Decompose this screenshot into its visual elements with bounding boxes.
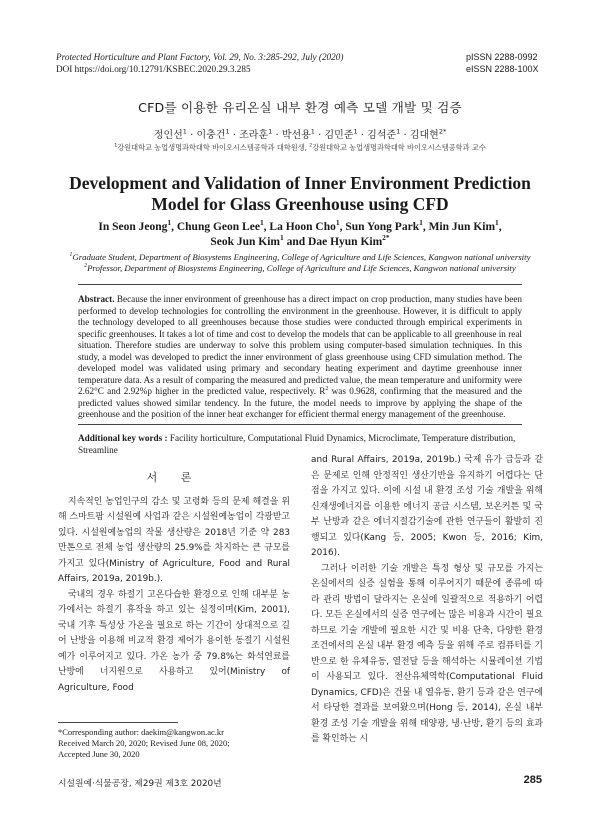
author-sup: 1	[259, 218, 264, 228]
english-authors: In Seon Jeong$^1$, Chung Geon Lee$^1$, La Hoon Cho$^1$, Sun Yong Park$^1$, Min Jun Kim$^1$, Seok Jun Kim$^1$ and Dae Hyun Kim$^{2*}$	[98, 218, 502, 248]
accepted-date: Accepted June 30, 2020	[58, 749, 140, 759]
author-name: 김석준	[367, 130, 397, 141]
english-title: Development and Validation of Inner Environment Prediction Model for Glass Greenhouse using CFD	[69, 173, 531, 214]
english-affiliation-2: Professor, Department of Biosystems Engineering, College of Agriculture and Life Sciences, Kangwon national university	[87, 263, 516, 273]
author-sup: 1	[268, 127, 273, 136]
journal-citation: Protected Horticulture and Plant Factory, Vol. 29, No. 3:285-292, July (2020)	[56, 52, 344, 62]
english-affiliations	[40, 252, 560, 274]
korean-affiliation-2: 강원대학교 농업생명과학대학 바이오시스템공학과 교수	[312, 143, 486, 152]
abstract-label: Abstract.	[78, 294, 115, 304]
author-name: 조라훈	[239, 130, 269, 141]
r-squared-sup: 2	[325, 386, 329, 393]
author-name: Dae Hyun Kim	[308, 236, 383, 248]
author-name: Min Jun Kim	[428, 221, 496, 233]
author-name: 김대현	[409, 130, 439, 141]
footnote-rule	[58, 722, 178, 723]
corresponding-author: *Corresponding author: daekim@kangwon.ac.kr	[58, 727, 224, 737]
affil-sup: 1	[69, 252, 73, 259]
author-sup: 1	[495, 218, 499, 228]
abstract	[78, 294, 522, 421]
keywords-rule	[78, 424, 522, 425]
author-sup: 2*	[438, 127, 447, 136]
korean-affiliations	[0, 143, 600, 153]
author-name: 김민준	[324, 130, 354, 141]
section-heading-introduction: 서 론	[146, 471, 202, 484]
body-paragraph: 지속적인 농업인구의 감소 및 고령화 등의 문제 해결을 위해 스마트팜 시설원예 사업과 같은 시설원예농업이 각광받고 있다. 시설원예농업의 작물 생산량은 2018년 기준 약 283만톤으로 전체 농업 생산량의 25.9%를 차지하는 큰 규모를 가지고 있다(Ministry of Agriculture, Food and Rural Affairs, 2019a, 2019b.).	[58, 496, 290, 584]
affil-sup: 2	[309, 143, 313, 149]
author-sup: 1	[225, 127, 230, 136]
english-affiliation-1: Graduate Student, Department of Biosystems Engineering, College of Agriculture and Life Sciences, Kangwon national university	[72, 252, 531, 262]
author-sup: 1	[280, 233, 284, 243]
author-sup: 1	[353, 127, 358, 136]
keywords-text: Facility horticulture, Computational Fluid Dynamics, Microclimate, Temperature distribution, Streamline	[78, 433, 516, 455]
author-sup: 1	[335, 218, 340, 228]
korean-affiliation-1: 강원대학교 농업생명과학대학 바이오시스템공학과 대학원생,	[117, 143, 310, 152]
author-name: 박선용	[281, 130, 311, 141]
author-name: 정인선	[153, 130, 183, 141]
body-paragraph: 그러나 이러한 기술 개발은 특정 형상 및 규모를 가지는 온실에서의 실증 실험을 통해 이루어지기 때문에 종류에 따라 관리 방법이 달라지는 온실에 일괄적으로 적용하기 어렵다. 모든 온실에서의 실증 연구에는 많은 비용과 시간이 필요하므로 기술 개발에 필요한 시간 및 비용 단축, 다양한 환경 조건에서의 온실 내부 환경 예측 등을 위해 주로 컴퓨터를 기반으로 한 유체유동, 열전달 등을 해석하는 시뮬레이션 기법이 사용되고 있다. 전산유체역학(Computational Fluid Dynamics, CFD)은 건물 내 열유동, 환기 등과 같은 연구에서 타당한 결과를 보여왔으며(Hong 등, 2014), 온실 내부 환경 조성 기술 개발을 위해 태양광, 냉·난방, 환기 등의 효과를 확인하는 시	[311, 563, 543, 744]
affil-sup: 1	[114, 143, 118, 149]
author-name: Chung Geon Lee	[176, 221, 260, 233]
author-sup: 1	[396, 127, 401, 136]
body-paragraph: and Rural Affairs, 2019a, 2019b.) 국제 유가 급등과 같은 문제로 인해 안정적인 생산기반을 유지하기 어렵다는 단점을 가지고 있다. 이에 시설 내 환경 조성 기술 개발을 위해 신재생에너지를 이용한 에너지 공급 시스템, 보온커튼 및 국부 난방과 같은 에너지절감기술에 관한 연구들이 활발히 진행되고 있다(Kang 등, 2005; Kwon 등, 2016; Kim, 2016).	[311, 455, 543, 558]
pissn: pISSN 2288-0992	[466, 52, 538, 62]
received-date: Received March 20, 2020; Revised June 08, 2020;	[58, 738, 230, 748]
footnote	[58, 727, 230, 760]
author-sup: 1	[167, 218, 172, 228]
body-column-left	[58, 468, 290, 696]
author-name: La Hoon Cho	[269, 221, 336, 233]
author-sup: 1	[182, 127, 187, 136]
page-number: 285	[523, 774, 542, 786]
author-sup: 2*	[382, 233, 390, 243]
author-sup: 1	[310, 127, 315, 136]
author-name: 이충건	[196, 130, 226, 141]
body-column-right	[311, 453, 543, 748]
korean-authors: 정인선$^1$ · 이충건$^1$ · 조라훈$^1$ · 박선용$^1$ · 김민준$^1$ · 김석준$^1$ · 김대현$^{2*}$	[153, 127, 447, 141]
abstract-text-cont: was 0.9628, confirming that the measured and the predicted values showed similar tendency. In the future, the model needs to improve by applying the shape of the greenhouse and the position of the inner heat exchanger for efficient thermal energy management of the greenhouse.	[78, 386, 522, 420]
doi-link[interactable]: DOI https://doi.org/10.12791/KSBEC.2020.29.3.285	[56, 63, 251, 74]
body-paragraph: 국내의 경우 하절기 고온다습한 환경으로 인해 대부분 농가에서는 하절기 휴작을 하고 있는 실정이며(Kim, 2001), 국내 기후 특성상 가온을 필요로 하는 기간이 상대적으로 길어 난방을 이용해 비교적 환경 제어가 용이한 동절기 시설원예가 이루어지고 있다. 가온 농가 중 79.8%는 화석연료를 난방에 너지원으로 사용하고 있어(Ministry of Agriculture, Food	[58, 589, 290, 693]
author-name: Sun Yong Park	[345, 221, 420, 233]
abstract-text: Because the inner environment of greenhouse has a direct impact on crop production, many studies have been performed to develop technologies for controlling the environment in the greenhouse. However, it is difficult to apply the technology developed to all greenhouses because those studies were conducted through empirical experiments in specific greenhouses. It takes a lot of time and cost to develop the models that can be applicable to all greenhouse in real situation. Therefore studies are underway to solve this problem using computer-based simulation techniques. In this study, a model was developed to predict the inner environment of glass greenhouse using CFD simulation method. The developed model was validated using primary and secondary heating experiment and daytime greenhouse inner temperature data. As a result of comparing the measured and predicted value, the mean temperature and uniformity were 2.62°C and 2.92%p higher in the predicted value, respectively. R	[78, 294, 522, 397]
author-name: Seok Jun Kim	[210, 236, 281, 248]
issn-block	[466, 52, 544, 75]
abstract-top-rule	[78, 284, 522, 285]
author-name: In Seon Jeong	[98, 221, 168, 233]
korean-title: CFD를 이용한 유리온실 내부 환경 예측 모델 개발 및 검증	[138, 100, 462, 115]
footer-journal: 시설원예·식물공장, 제29권 제3호 2020년	[58, 779, 222, 789]
journal-header	[56, 52, 343, 75]
eissn: eISSN 2288-100X	[466, 63, 539, 74]
keywords-label: Additional key words :	[78, 433, 168, 443]
affil-sup: 2	[84, 263, 88, 270]
author-sup: 1	[419, 218, 423, 228]
